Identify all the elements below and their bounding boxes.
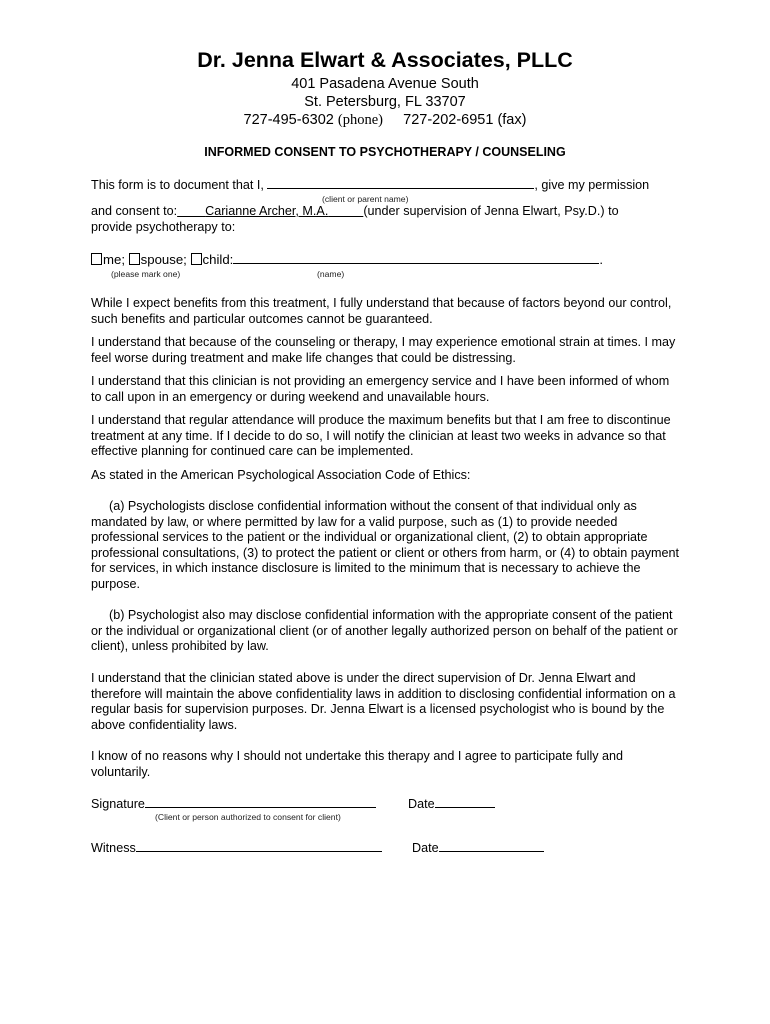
child-name-field[interactable]	[233, 252, 599, 264]
paragraph-emergency: I understand that this clinician is not providing an emergency service and I have been informed of whom to call upon in an emergency or during weekend and unavailable hours.	[91, 374, 670, 404]
paragraph-agreement: I know of no reasons why I should not undertake this therapy and I agree to participate fully and voluntarily.	[91, 749, 624, 779]
paragraph-emotional-strain: I understand that because of the counseling or therapy, I may experience emotional strain at times. I may feel worse during treatment and make life changes that could be distressing.	[91, 335, 676, 365]
witness-date-line: Date	[412, 840, 544, 857]
witness-field[interactable]	[136, 840, 382, 852]
signature-field[interactable]	[145, 796, 376, 808]
paragraph-attendance: I understand that regular attendance will produce the maximum benefits but that I am free to discontinue treatment at any time. If I decide to do so, I will notify the clinician at least two weeks in advance so that effective planning for continued care can be implemented.	[91, 413, 671, 459]
address-line-1: 401 Pasadena Avenue South	[291, 76, 479, 92]
phone-label: (phone)	[337, 112, 383, 128]
contact-line	[0, 112, 770, 129]
paragraph-ethics-a: (a) Psychologists disclose confidential information without the consent of that individual only as mandated by law, or where permitted by law for a valid purpose, such as (1) to provide needed professional services to the patient or the individual or organizational client, (2) to obtain appropriate professional consultations, (3) to protect the patient or client or others from harm, or (4) to obtain payment for services, in which instance disclosure is limited to the minimum that is necessary to achieve the purpose.	[91, 499, 679, 591]
paragraph-supervision: I understand that the clinician stated above is under the direct supervision of Dr. Jenna Elwart and therefore will maintain the above confidentiality laws in addition to disclosing confidential information on a regular basis for supervision purposes. Dr. Jenna Elwart is a licensed psychologist who is bound by the above confidentiality laws.	[91, 671, 676, 732]
consent-line: and consent to: Carianne Archer, M.A. (under supervision of Jenna Elwart, Psy.D.) to	[91, 204, 619, 218]
paragraph-apa-intro: As stated in the American Psychological Association Code of Ethics:	[91, 468, 471, 482]
clinician-name-field[interactable]: Carianne Archer, M.A.	[205, 204, 329, 218]
consent-continuation: provide psychotherapy to:	[91, 220, 236, 234]
signature-date-line: Date	[408, 796, 495, 813]
signature-date-field[interactable]	[435, 796, 495, 808]
mark-one-caption: (please mark one)	[111, 269, 181, 279]
client-name-field[interactable]	[267, 177, 534, 189]
spouse-checkbox[interactable]	[129, 253, 140, 265]
permission-line: This form is to document that I, , give my permission	[91, 178, 650, 192]
fax-number: 727-202-6951 (fax)	[403, 112, 527, 128]
paragraph-ethics-b: (b) Psychologist also may disclose confidential information with the appropriate consent of the patient or the individual or organizational client (or of another legally authorized person on behalf of the patient or client), unless prohibited by law.	[91, 608, 678, 654]
name-caption: (name)	[317, 269, 345, 279]
child-checkbox[interactable]	[191, 253, 202, 265]
client-name-caption: (client or parent name)	[322, 194, 409, 204]
address-line-2: St. Petersburg, FL 33707	[304, 94, 466, 110]
form-title: INFORMED CONSENT TO PSYCHOTHERAPY / COUNSELING	[204, 145, 566, 159]
phone-number: 727-495-6302	[243, 112, 334, 128]
witness-line: Witness	[91, 840, 382, 857]
me-checkbox[interactable]	[91, 253, 102, 265]
practice-title: Dr. Jenna Elwart & Associates, PLLC	[197, 48, 573, 72]
witness-date-field[interactable]	[439, 840, 544, 852]
paragraph-benefits: While I expect benefits from this treatment, I fully understand that because of factors beyond our control, such benefits and particular outcomes cannot be guaranteed.	[91, 296, 672, 326]
recipient-options: me; spouse; child: .	[91, 252, 603, 267]
signature-caption: (Client or person authorized to consent for client)	[155, 812, 341, 822]
signature-line: Signature	[91, 796, 376, 813]
